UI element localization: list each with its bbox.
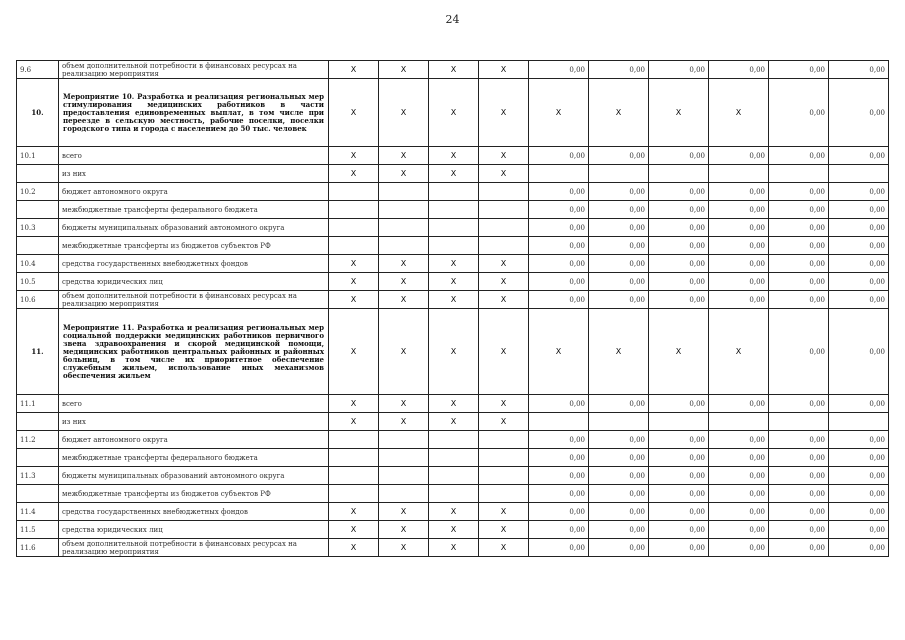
- value-cell: 0,00: [829, 449, 889, 467]
- value-cell: 0,00: [649, 539, 709, 557]
- row-number: 10.5: [17, 273, 59, 291]
- value-cell: [479, 237, 529, 255]
- not-applicable-cell: X: [379, 79, 429, 147]
- value-cell: 0,00: [649, 449, 709, 467]
- not-applicable-cell: X: [429, 291, 479, 309]
- not-applicable-cell: X: [649, 309, 709, 395]
- not-applicable-cell: X: [429, 147, 479, 165]
- row-label: средства государственных внебюджетных фондов: [59, 255, 329, 273]
- value-cell: [379, 449, 429, 467]
- value-cell: 0,00: [529, 431, 589, 449]
- value-cell: 0,00: [709, 147, 769, 165]
- value-cell: [379, 237, 429, 255]
- value-cell: 0,00: [829, 309, 889, 395]
- value-cell: 0,00: [529, 237, 589, 255]
- table-row: [17, 521, 889, 539]
- row-label: межбюджетные трансферты из бюджетов субъектов РФ: [59, 237, 329, 255]
- value-cell: [479, 449, 529, 467]
- row-label: из них: [59, 413, 329, 431]
- value-cell: 0,00: [649, 521, 709, 539]
- not-applicable-cell: X: [529, 79, 589, 147]
- not-applicable-cell: X: [479, 61, 529, 79]
- value-cell: 0,00: [529, 255, 589, 273]
- not-applicable-cell: X: [379, 521, 429, 539]
- value-cell: 0,00: [769, 449, 829, 467]
- value-cell: 0,00: [709, 183, 769, 201]
- not-applicable-cell: X: [589, 79, 649, 147]
- row-number: [17, 201, 59, 219]
- value-cell: 0,00: [649, 503, 709, 521]
- value-cell: [429, 201, 479, 219]
- value-cell: 0,00: [829, 201, 889, 219]
- value-cell: 0,00: [769, 485, 829, 503]
- row-label: межбюджетные трансферты федерального бюджета: [59, 449, 329, 467]
- value-cell: 0,00: [589, 503, 649, 521]
- value-cell: [769, 413, 829, 431]
- value-cell: 0,00: [829, 147, 889, 165]
- value-cell: 0,00: [829, 61, 889, 79]
- row-label: объем дополнительной потребности в финансовых ресурсах на реализацию мероприятия: [59, 61, 329, 79]
- not-applicable-cell: X: [479, 309, 529, 395]
- not-applicable-cell: X: [329, 395, 379, 413]
- value-cell: 0,00: [709, 395, 769, 413]
- row-label: межбюджетные трансферты из бюджетов субъектов РФ: [59, 485, 329, 503]
- not-applicable-cell: X: [329, 539, 379, 557]
- value-cell: 0,00: [589, 219, 649, 237]
- value-cell: 0,00: [709, 449, 769, 467]
- row-number: 11.5: [17, 521, 59, 539]
- value-cell: [649, 165, 709, 183]
- value-cell: 0,00: [649, 255, 709, 273]
- value-cell: [379, 485, 429, 503]
- not-applicable-cell: X: [429, 165, 479, 183]
- value-cell: 0,00: [769, 147, 829, 165]
- value-cell: 0,00: [589, 521, 649, 539]
- table-row: [17, 183, 889, 201]
- not-applicable-cell: X: [379, 539, 429, 557]
- not-applicable-cell: X: [329, 255, 379, 273]
- value-cell: 0,00: [529, 395, 589, 413]
- row-label: объем дополнительной потребности в финансовых ресурсах на реализацию мероприятия: [59, 291, 329, 309]
- measure-title: Мероприятие 11. Разработка и реализация региональных мер социальной поддержки медицинских работников первичного звена здравоохранения и скорой медицинской помощи, медицинских работников центральных районных и районных больниц, в том числе их приоритетное обеспечение служебным жильем, использование иных механизмов обеспечения жильем: [59, 309, 329, 395]
- not-applicable-cell: X: [479, 79, 529, 147]
- value-cell: [329, 219, 379, 237]
- measure-title: Мероприятие 10. Разработка и реализация региональных мер стимулирования медицинских работников в части предоставления единовременных выплат, в том числе при переезде в сельскую местность, рабочие поселки, поселки городского типа и города с населением до 50 тыс. человек: [59, 79, 329, 147]
- value-cell: [329, 201, 379, 219]
- not-applicable-cell: X: [329, 79, 379, 147]
- value-cell: 0,00: [829, 79, 889, 147]
- table-body: [17, 61, 889, 557]
- row-number: 10.3: [17, 219, 59, 237]
- value-cell: 0,00: [769, 467, 829, 485]
- value-cell: 0,00: [529, 485, 589, 503]
- not-applicable-cell: X: [479, 165, 529, 183]
- value-cell: [429, 449, 479, 467]
- value-cell: [709, 413, 769, 431]
- value-cell: 0,00: [769, 61, 829, 79]
- table-row: [17, 237, 889, 255]
- value-cell: 0,00: [529, 291, 589, 309]
- value-cell: 0,00: [649, 219, 709, 237]
- value-cell: 0,00: [829, 431, 889, 449]
- not-applicable-cell: X: [479, 273, 529, 291]
- not-applicable-cell: X: [429, 273, 479, 291]
- value-cell: 0,00: [709, 521, 769, 539]
- value-cell: [589, 413, 649, 431]
- row-label: средства государственных внебюджетных фондов: [59, 503, 329, 521]
- value-cell: 0,00: [589, 147, 649, 165]
- row-number: 11.1: [17, 395, 59, 413]
- not-applicable-cell: X: [429, 255, 479, 273]
- value-cell: [429, 219, 479, 237]
- value-cell: [379, 431, 429, 449]
- not-applicable-cell: X: [329, 61, 379, 79]
- value-cell: 0,00: [589, 255, 649, 273]
- row-label: объем дополнительной потребности в финансовых ресурсах на реализацию мероприятия: [59, 539, 329, 557]
- value-cell: 0,00: [589, 431, 649, 449]
- row-number: 11.3: [17, 467, 59, 485]
- row-number: 10.2: [17, 183, 59, 201]
- value-cell: 0,00: [589, 183, 649, 201]
- table-row: [17, 219, 889, 237]
- value-cell: 0,00: [829, 255, 889, 273]
- row-label: средства юридических лиц: [59, 273, 329, 291]
- value-cell: [479, 431, 529, 449]
- value-cell: [329, 431, 379, 449]
- value-cell: 0,00: [829, 395, 889, 413]
- table-row: [17, 467, 889, 485]
- not-applicable-cell: X: [379, 147, 429, 165]
- value-cell: 0,00: [649, 431, 709, 449]
- value-cell: 0,00: [589, 237, 649, 255]
- value-cell: 0,00: [829, 503, 889, 521]
- budget-table: [16, 60, 889, 557]
- value-cell: 0,00: [829, 485, 889, 503]
- value-cell: 0,00: [649, 485, 709, 503]
- not-applicable-cell: X: [379, 413, 429, 431]
- table-row: [17, 79, 889, 147]
- value-cell: [379, 183, 429, 201]
- page-number: 24: [445, 13, 460, 26]
- value-cell: 0,00: [649, 183, 709, 201]
- value-cell: 0,00: [709, 291, 769, 309]
- not-applicable-cell: X: [649, 79, 709, 147]
- value-cell: 0,00: [709, 539, 769, 557]
- value-cell: 0,00: [529, 219, 589, 237]
- not-applicable-cell: X: [479, 255, 529, 273]
- row-label: всего: [59, 147, 329, 165]
- value-cell: 0,00: [649, 147, 709, 165]
- value-cell: 0,00: [709, 467, 769, 485]
- value-cell: [429, 431, 479, 449]
- not-applicable-cell: X: [379, 503, 429, 521]
- value-cell: [429, 183, 479, 201]
- value-cell: 0,00: [529, 449, 589, 467]
- not-applicable-cell: X: [709, 79, 769, 147]
- row-label: бюджет автономного округа: [59, 431, 329, 449]
- not-applicable-cell: X: [379, 273, 429, 291]
- not-applicable-cell: X: [379, 395, 429, 413]
- value-cell: 0,00: [589, 395, 649, 413]
- value-cell: 0,00: [529, 467, 589, 485]
- value-cell: 0,00: [769, 309, 829, 395]
- value-cell: [829, 165, 889, 183]
- table-row: [17, 61, 889, 79]
- row-number: 9.6: [17, 61, 59, 79]
- value-cell: 0,00: [589, 467, 649, 485]
- value-cell: [529, 413, 589, 431]
- value-cell: 0,00: [589, 291, 649, 309]
- row-number: 11.2: [17, 431, 59, 449]
- value-cell: [769, 165, 829, 183]
- value-cell: 0,00: [829, 237, 889, 255]
- table-row: [17, 539, 889, 557]
- table-row: [17, 309, 889, 395]
- table-row: [17, 431, 889, 449]
- value-cell: 0,00: [649, 273, 709, 291]
- table-row: [17, 395, 889, 413]
- not-applicable-cell: X: [379, 165, 429, 183]
- not-applicable-cell: X: [429, 503, 479, 521]
- value-cell: 0,00: [529, 273, 589, 291]
- row-number: 10.4: [17, 255, 59, 273]
- row-label: всего: [59, 395, 329, 413]
- row-label: бюджеты муниципальных образований автономного округа: [59, 219, 329, 237]
- value-cell: [479, 183, 529, 201]
- row-label: бюджет автономного округа: [59, 183, 329, 201]
- table-row: [17, 503, 889, 521]
- not-applicable-cell: X: [429, 395, 479, 413]
- not-applicable-cell: X: [709, 309, 769, 395]
- row-number: 11.6: [17, 539, 59, 557]
- not-applicable-cell: X: [329, 291, 379, 309]
- row-number: [17, 449, 59, 467]
- value-cell: 0,00: [769, 79, 829, 147]
- value-cell: 0,00: [769, 237, 829, 255]
- value-cell: [829, 413, 889, 431]
- value-cell: 0,00: [709, 273, 769, 291]
- table-row: [17, 273, 889, 291]
- value-cell: 0,00: [769, 273, 829, 291]
- value-cell: 0,00: [769, 255, 829, 273]
- not-applicable-cell: X: [479, 395, 529, 413]
- not-applicable-cell: X: [379, 255, 429, 273]
- value-cell: 0,00: [589, 61, 649, 79]
- not-applicable-cell: X: [379, 61, 429, 79]
- not-applicable-cell: X: [479, 539, 529, 557]
- value-cell: 0,00: [829, 183, 889, 201]
- value-cell: 0,00: [829, 539, 889, 557]
- value-cell: 0,00: [769, 521, 829, 539]
- value-cell: 0,00: [769, 539, 829, 557]
- value-cell: 0,00: [709, 61, 769, 79]
- value-cell: 0,00: [529, 183, 589, 201]
- value-cell: 0,00: [769, 395, 829, 413]
- value-cell: [329, 485, 379, 503]
- table-row: [17, 413, 889, 431]
- value-cell: 0,00: [829, 467, 889, 485]
- not-applicable-cell: X: [429, 309, 479, 395]
- row-number: 11.: [17, 309, 59, 395]
- not-applicable-cell: X: [379, 291, 429, 309]
- value-cell: 0,00: [529, 503, 589, 521]
- not-applicable-cell: X: [329, 309, 379, 395]
- value-cell: 0,00: [529, 521, 589, 539]
- not-applicable-cell: X: [429, 413, 479, 431]
- row-number: [17, 165, 59, 183]
- value-cell: 0,00: [709, 237, 769, 255]
- value-cell: 0,00: [649, 237, 709, 255]
- not-applicable-cell: X: [589, 309, 649, 395]
- value-cell: 0,00: [649, 61, 709, 79]
- value-cell: 0,00: [709, 431, 769, 449]
- not-applicable-cell: X: [429, 61, 479, 79]
- not-applicable-cell: X: [479, 147, 529, 165]
- value-cell: [379, 201, 429, 219]
- value-cell: [529, 165, 589, 183]
- value-cell: [379, 219, 429, 237]
- value-cell: 0,00: [829, 219, 889, 237]
- value-cell: [329, 237, 379, 255]
- value-cell: 0,00: [649, 291, 709, 309]
- value-cell: [709, 165, 769, 183]
- value-cell: 0,00: [829, 291, 889, 309]
- not-applicable-cell: X: [429, 539, 479, 557]
- value-cell: 0,00: [769, 219, 829, 237]
- value-cell: [479, 485, 529, 503]
- value-cell: 0,00: [709, 503, 769, 521]
- not-applicable-cell: X: [479, 413, 529, 431]
- value-cell: 0,00: [649, 395, 709, 413]
- value-cell: [329, 467, 379, 485]
- table-row: [17, 165, 889, 183]
- row-number: 10.: [17, 79, 59, 147]
- value-cell: 0,00: [769, 503, 829, 521]
- table-row: [17, 485, 889, 503]
- row-number: [17, 485, 59, 503]
- row-number: 10.6: [17, 291, 59, 309]
- value-cell: 0,00: [529, 61, 589, 79]
- value-cell: 0,00: [829, 521, 889, 539]
- value-cell: 0,00: [529, 147, 589, 165]
- value-cell: [589, 165, 649, 183]
- value-cell: 0,00: [589, 273, 649, 291]
- value-cell: [479, 219, 529, 237]
- value-cell: [329, 183, 379, 201]
- row-number: 11.4: [17, 503, 59, 521]
- value-cell: [479, 467, 529, 485]
- value-cell: 0,00: [529, 201, 589, 219]
- value-cell: 0,00: [589, 201, 649, 219]
- value-cell: [429, 467, 479, 485]
- value-cell: 0,00: [649, 201, 709, 219]
- row-label: средства юридических лиц: [59, 521, 329, 539]
- row-label: из них: [59, 165, 329, 183]
- not-applicable-cell: X: [429, 521, 479, 539]
- table-row: [17, 449, 889, 467]
- value-cell: 0,00: [649, 467, 709, 485]
- not-applicable-cell: X: [379, 309, 429, 395]
- value-cell: 0,00: [829, 273, 889, 291]
- value-cell: 0,00: [589, 449, 649, 467]
- row-label: бюджеты муниципальных образований автономного округа: [59, 467, 329, 485]
- table-row: [17, 291, 889, 309]
- not-applicable-cell: X: [329, 503, 379, 521]
- value-cell: [429, 237, 479, 255]
- value-cell: 0,00: [769, 431, 829, 449]
- value-cell: 0,00: [589, 539, 649, 557]
- value-cell: 0,00: [769, 291, 829, 309]
- not-applicable-cell: X: [479, 503, 529, 521]
- not-applicable-cell: X: [479, 291, 529, 309]
- not-applicable-cell: X: [329, 521, 379, 539]
- not-applicable-cell: X: [529, 309, 589, 395]
- value-cell: 0,00: [769, 183, 829, 201]
- not-applicable-cell: X: [329, 165, 379, 183]
- not-applicable-cell: X: [429, 79, 479, 147]
- row-number: 10.1: [17, 147, 59, 165]
- row-label: межбюджетные трансферты федерального бюджета: [59, 201, 329, 219]
- value-cell: 0,00: [529, 539, 589, 557]
- row-number: [17, 237, 59, 255]
- row-number: [17, 413, 59, 431]
- not-applicable-cell: X: [479, 521, 529, 539]
- table-row: [17, 147, 889, 165]
- not-applicable-cell: X: [329, 273, 379, 291]
- not-applicable-cell: X: [329, 413, 379, 431]
- table-row: [17, 201, 889, 219]
- value-cell: 0,00: [769, 201, 829, 219]
- value-cell: 0,00: [709, 201, 769, 219]
- not-applicable-cell: X: [329, 147, 379, 165]
- value-cell: [479, 201, 529, 219]
- value-cell: 0,00: [709, 219, 769, 237]
- value-cell: [379, 467, 429, 485]
- value-cell: [429, 485, 479, 503]
- value-cell: 0,00: [709, 255, 769, 273]
- value-cell: 0,00: [709, 485, 769, 503]
- value-cell: [649, 413, 709, 431]
- value-cell: 0,00: [589, 485, 649, 503]
- value-cell: [329, 449, 379, 467]
- table-row: [17, 255, 889, 273]
